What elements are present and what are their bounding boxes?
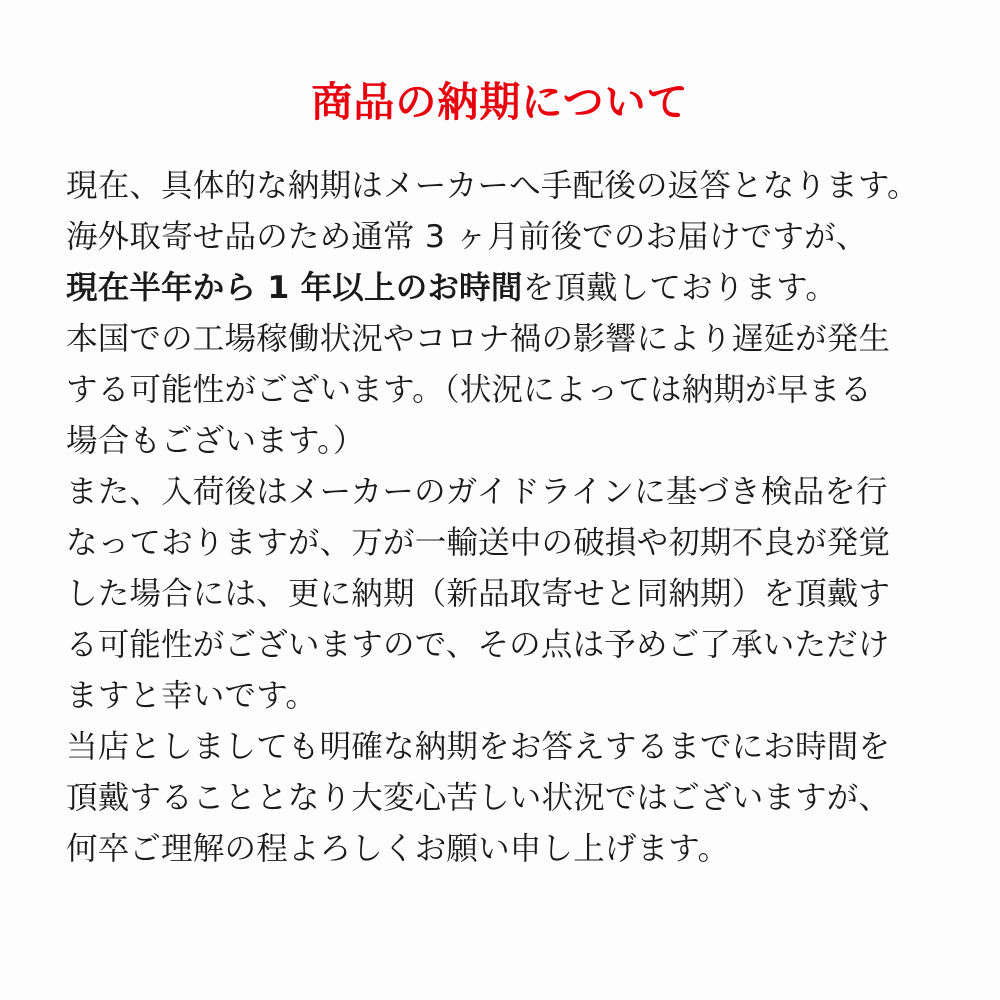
paragraph-2 xyxy=(66,263,934,314)
notice-line: ますと幸いです。 xyxy=(66,678,318,715)
notice-line: 本国での工場稼働状況やコロナ禍の影響により遅延が発生 xyxy=(66,321,891,358)
lead-time-emphasis: 現在半年から 1 年以上のお時間 xyxy=(66,270,523,307)
notice-line: 頂戴することとなり大変心苦しい状況ではございますが、 xyxy=(66,780,891,817)
notice-body xyxy=(66,161,934,875)
notice-line: なっておりますが、万が一輸送中の破損や初期不良が発覚 xyxy=(66,525,891,562)
notice-line: 現在、具体的な納期はメーカーへ手配後の返答となります。 xyxy=(66,168,919,205)
paragraph-1 xyxy=(66,161,934,263)
page-title: 商品の納期について xyxy=(311,78,689,126)
paragraph-5 xyxy=(66,722,934,875)
paragraph-4 xyxy=(66,467,934,722)
notice-line: 場合もございます。） xyxy=(66,423,365,460)
notice-line-emphasis xyxy=(66,263,934,314)
notice-line: した場合には、更に納期（新品取寄せと同納期）を頂戴す xyxy=(66,576,891,613)
notice-line: する可能性がございます。（状況によっては納期が早まる xyxy=(66,372,872,409)
notice-line: 海外取寄せ品のため通常 3 ヶ月前後でのお届けですが、 xyxy=(66,219,868,256)
lead-time-rest: を頂戴しております。 xyxy=(522,270,838,307)
notice-line: また、入荷後はメーカーのガイドラインに基づき検品を行 xyxy=(66,474,888,511)
notice-line: る可能性がございますので、その点は予めご了承いただけ xyxy=(66,627,890,664)
paragraph-3 xyxy=(66,314,934,467)
notice-line: 当店としましても明確な納期をお答えするまでにお時間を xyxy=(66,729,891,766)
notice-line: 何卒ご理解の程よろしくお願い申し上げます。 xyxy=(66,831,730,868)
